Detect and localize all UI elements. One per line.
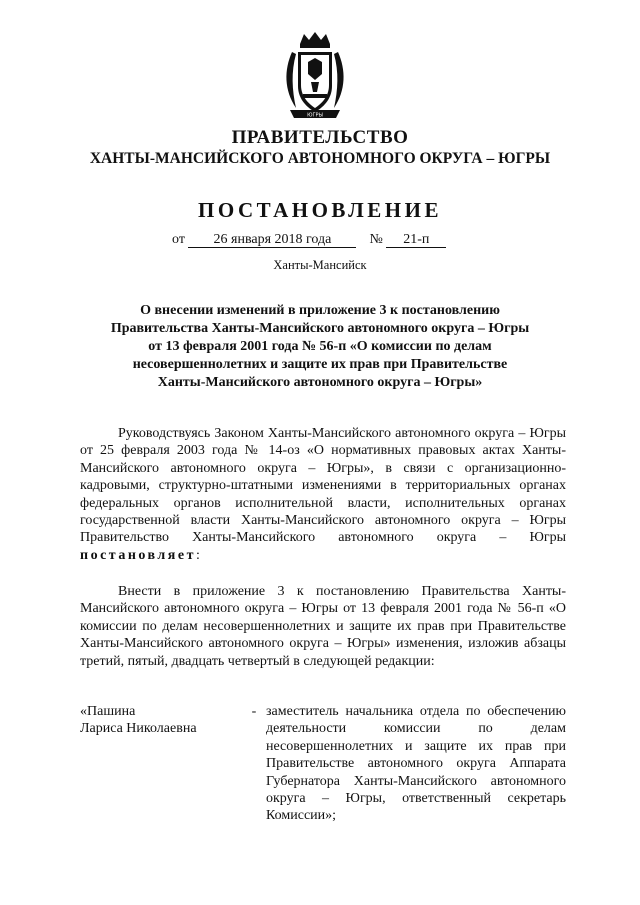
subject-line: Правительства Ханты-Мансийского автономного округа – Югры: [110, 321, 530, 336]
preamble-text: Руководствуясь Законом Ханты-Мансийского автономного округа – Югры от 25 февраля 2003 года № 14-оз «О нормативных правовых актах Ханты-Мансийского автономного округа – Югры», в связи с организационно-кадровыми, структурно-штатными изменениями в территориальных органах федеральных органов исполнительной власти, исполнительных органах государственной власти Ханты-Мансийского автономного округа – Югры Правительство Ханты-Мансийского автономного округа – Югры: [80, 426, 566, 546]
appointee-role: заместитель начальника отдела по обеспечению деятельности комиссии по делам несовершеннолетних и защите их прав при Правительстве автономного округа Аппарата Губернатора Ханты-Мансийского автономного округа – Югры, ответственный секретарь Комиссии»;: [266, 704, 566, 824]
appointee-dash: -: [251, 704, 257, 719]
subject-line: несовершеннолетних и защите их прав при Правительстве: [132, 357, 508, 372]
subject-line: от 13 февраля 2001 года № 56-п «О комиссии по делам: [148, 339, 492, 354]
government-title: ПРАВИТЕЛЬСТВО: [231, 127, 409, 148]
document-type-heading: ПОСТАНОВЛЕНИЕ: [198, 198, 442, 222]
appointee-given-names: Лариса Николаевна: [80, 721, 197, 737]
preamble-paragraph: [80, 425, 566, 564]
document-subject: [60, 302, 580, 392]
appointee-surname: «Пашина: [80, 704, 136, 719]
document-number: 21-п: [386, 232, 446, 248]
emblem-text: ЮГРЫ: [307, 112, 323, 119]
document-date: 26 января 2018 года: [188, 232, 356, 248]
subject-line: О внесении изменений в приложение 3 к постановлению: [140, 303, 500, 318]
date-prefix: от: [172, 232, 185, 247]
operative-paragraph: Внести в приложение 3 к постановлению Правительства Ханты-Мансийского автономного округа – Югры от 13 февраля 2001 года № 56-п «О комиссии по делам несовершеннолетних и защите их прав при Правительстве Ханты-Мансийского автономного округа – Югры» изменения, изложив абзацы третий, пятый, двадцать четвертый в следующей редакции:: [80, 584, 566, 669]
date-number-line: [172, 232, 472, 248]
government-subtitle: ХАНТЫ-МАНСИЙСКОГО АВТОНОМНОГО ОКРУГА – ЮГРЫ: [89, 150, 551, 167]
coat-of-arms-icon: [282, 30, 348, 122]
number-prefix: №: [369, 232, 383, 247]
preamble-end: :: [195, 547, 200, 563]
city: Ханты-Мансийск: [273, 258, 367, 272]
subject-line: Ханты-Мансийского автономного округа – Югры»: [157, 375, 483, 390]
appointee-name: [80, 703, 240, 738]
resolves-word: постановляет: [80, 547, 196, 563]
